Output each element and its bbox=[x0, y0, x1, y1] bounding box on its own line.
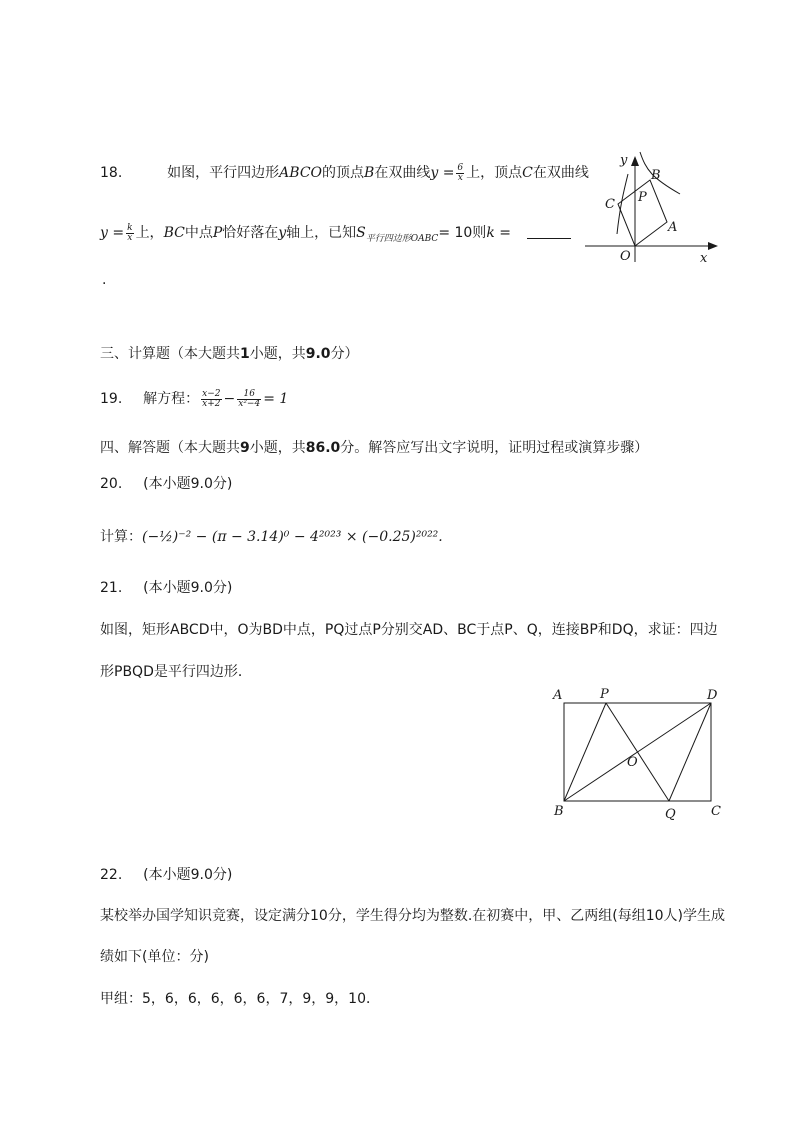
section4-count: 9 bbox=[240, 440, 250, 456]
q18-text-a: 如图，平行四边形 bbox=[167, 165, 280, 181]
q19-rhs: = 1 bbox=[263, 391, 289, 407]
q18-bc: BC bbox=[163, 225, 185, 241]
q18-p: P bbox=[212, 225, 223, 241]
q21-label-q: Q bbox=[665, 807, 676, 822]
q18-line3: . bbox=[102, 272, 107, 288]
q21-segment-bp bbox=[564, 703, 606, 801]
q18-text-j: = 10则 bbox=[438, 225, 487, 241]
q19-fraction-1: $\frac{x-2}{x+2}$ bbox=[202, 388, 221, 409]
q18-label-a: A bbox=[668, 220, 678, 235]
q18-answer-blank bbox=[527, 224, 571, 239]
q18-text-f: 上， bbox=[135, 225, 164, 241]
q20-label: 计算： bbox=[100, 529, 142, 545]
q22-score: (本小题9.0分) bbox=[143, 867, 233, 883]
section3-count: 1 bbox=[240, 346, 250, 362]
q18-y-eq: y = bbox=[430, 165, 455, 181]
section3-title bbox=[100, 343, 359, 363]
q19-number: 19. bbox=[100, 391, 123, 407]
q18-line2 bbox=[100, 222, 571, 244]
q20-body bbox=[100, 526, 443, 546]
q18-label-y: y bbox=[620, 153, 628, 168]
q18-text-b: 的顶点 bbox=[322, 165, 365, 181]
q22-number: 22. bbox=[100, 867, 123, 883]
q20-expression: (−½)⁻² − (π − 3.14)⁰ − 4²⁰²³ × (−0.25)²⁰²². bbox=[142, 529, 443, 545]
section4-title bbox=[100, 437, 648, 457]
q18-label-x: x bbox=[700, 251, 708, 266]
q20-score: (本小题9.0分) bbox=[143, 476, 233, 492]
q21-label-o: O bbox=[627, 755, 638, 770]
q21-segment-pq bbox=[606, 703, 669, 801]
q21-line2: 形PBQD是平行四边形． bbox=[100, 664, 252, 680]
section3-text-b: 小题，共 bbox=[249, 346, 306, 362]
q19-fraction-2: $\frac{16}{\text{x²−4}}$ bbox=[238, 388, 261, 409]
section4-text-c: 分。解答应写出文字说明，证明过程或演算步骤） bbox=[340, 440, 649, 456]
q21-label-d: D bbox=[707, 688, 718, 703]
q20-header bbox=[100, 473, 232, 493]
q18-fraction-6x: $\frac{6}{x}$ bbox=[457, 162, 464, 183]
q21-label-b: B bbox=[554, 804, 564, 819]
q18-text-e: 在双曲线 bbox=[532, 165, 589, 181]
q21-figure bbox=[548, 684, 728, 824]
q18-y-arrow bbox=[631, 156, 639, 166]
section4-points: 86.0 bbox=[305, 440, 341, 456]
q18-abco: ABCO bbox=[279, 165, 323, 181]
q18-figure bbox=[580, 148, 730, 268]
q18-fraction-kx: $\frac{k}{x}$ bbox=[127, 222, 133, 243]
q18-k-eq: k = bbox=[486, 225, 511, 241]
q21-header bbox=[100, 577, 232, 597]
q21-line1: 如图，矩形ABCD中，O为BD中点，PQ过点P分别交AD、BC于点P、Q，连接BP和DQ，求证：四边 bbox=[100, 622, 718, 638]
q18-label-o: O bbox=[620, 249, 631, 264]
q19-line bbox=[100, 388, 288, 409]
q21-segment-dq bbox=[669, 703, 711, 801]
q18-c: C bbox=[522, 165, 533, 181]
q20-number: 20. bbox=[100, 476, 123, 492]
q18-line1 bbox=[100, 162, 589, 183]
section4-text-b: 小题，共 bbox=[249, 440, 306, 456]
q22-line2: 绩如下(单位：分) bbox=[100, 949, 209, 965]
q18-text-g: 中点 bbox=[184, 225, 213, 241]
q19-minus: − bbox=[223, 391, 236, 407]
q18-text-h: 恰好落在 bbox=[222, 225, 279, 241]
q18-number: 18. bbox=[100, 165, 123, 181]
q21-label-a: A bbox=[553, 688, 563, 703]
q21-number: 21. bbox=[100, 580, 123, 596]
q18-label-b: B bbox=[651, 168, 661, 183]
q18-x-arrow bbox=[708, 242, 718, 250]
q18-yaxis: y bbox=[278, 225, 287, 241]
q18-s-subscript: 平行四边形OABC bbox=[365, 234, 439, 244]
q18-s: S bbox=[356, 225, 366, 241]
q21-score: (本小题9.0分) bbox=[143, 580, 233, 596]
q18-y-eq2: y = bbox=[100, 225, 125, 241]
q21-label-p: P bbox=[600, 687, 609, 702]
q18-label-p: P bbox=[638, 190, 647, 205]
q18-text-c: 在双曲线 bbox=[374, 165, 431, 181]
q19-label: 解方程： bbox=[143, 391, 200, 407]
q18-text-d: 上，顶点 bbox=[466, 165, 523, 181]
q18-b: B bbox=[364, 165, 375, 181]
q22-header bbox=[100, 864, 232, 884]
section3-text-c: 分） bbox=[330, 346, 359, 362]
section3-text-a: 三、计算题（本大题共 bbox=[100, 346, 240, 362]
section3-points: 9.0 bbox=[305, 346, 331, 362]
q21-label-c: C bbox=[711, 804, 721, 819]
q18-label-c: C bbox=[605, 197, 615, 212]
section4-text-a: 四、解答题（本大题共 bbox=[100, 440, 240, 456]
q18-text-i: 轴上，已知 bbox=[286, 225, 357, 241]
q22-line1: 某校举办国学知识竞赛，设定满分10分，学生得分均为整数.在初赛中，甲、乙两组(每组10人)学生成 bbox=[100, 908, 726, 924]
q22-line3: 甲组：5，6，6，6，6，6，7，9，9，10． bbox=[100, 991, 380, 1007]
